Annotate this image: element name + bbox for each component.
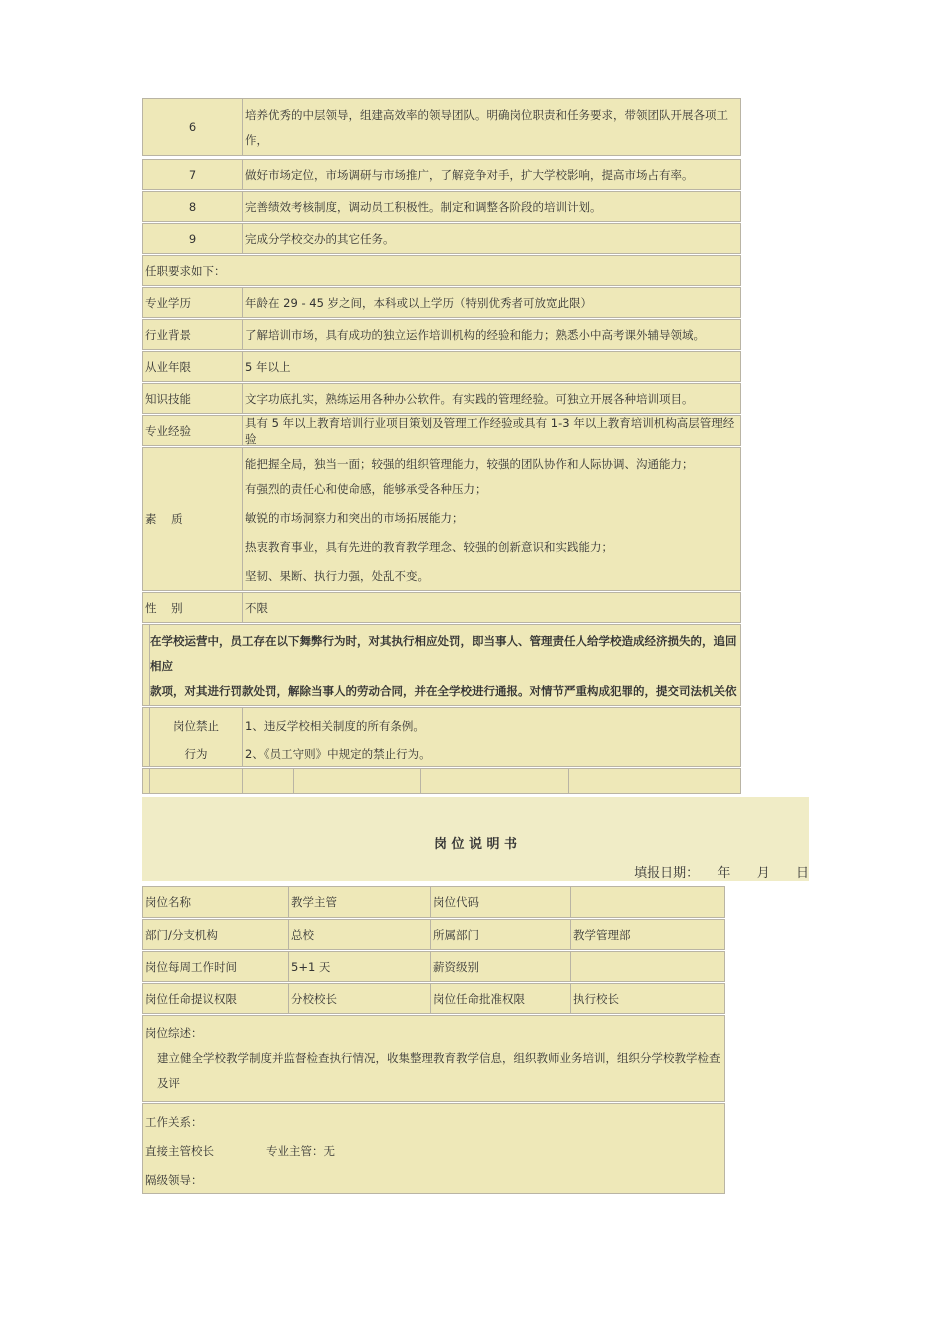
fill-date-month: 月 [756, 866, 770, 881]
requirement-value: 了解培训市场，具有成功的独立运作培训机构的经验和能力；熟悉小中高考课外辅导领域。 [242, 319, 741, 350]
requirement-value: 文字功底扎实，熟练运用各种办公软件。有实践的管理经验。可独立开展各种培训项目。 [242, 383, 741, 414]
requirements-heading: 任职要求如下： [142, 255, 741, 286]
info-value: 总校 [288, 919, 431, 950]
work-relations [142, 1103, 725, 1194]
info-label: 岗位名称 [142, 886, 289, 918]
quality-line: 敏锐的市场洞察力和突出的市场拓展能力； [245, 511, 464, 525]
empty-cell [568, 768, 741, 794]
prohibited-label-line: 岗位禁止 [173, 719, 219, 733]
info-value: 教学主管 [288, 886, 431, 918]
prohibited-label [149, 707, 243, 767]
professional-supervisor: 专业主管：无 [266, 1144, 335, 1158]
requirement-label: 行业背景 [142, 319, 243, 350]
fill-date [634, 862, 809, 881]
penalty-text [149, 624, 741, 706]
indirect-leader: 隔级领导： [145, 1173, 203, 1187]
info-label: 薪资级别 [430, 951, 571, 982]
requirement-label: 专业学历 [142, 287, 243, 318]
duty-text [242, 98, 741, 156]
summary-heading: 岗位综述： [145, 1026, 203, 1040]
requirement-value: 年龄在 29 - 45 岁之间，本科或以上学历（特别优秀者可放宽此限） [242, 287, 741, 318]
requirement-value: 5 年以上 [242, 351, 741, 382]
doc-title: 岗 位 说 明 书 [433, 837, 518, 852]
info-label: 岗位每周工作时间 [142, 951, 289, 982]
duty-line [243, 153, 740, 156]
requirement-label: 专业经验 [142, 415, 243, 446]
fill-date-label: 填报日期： [634, 866, 700, 881]
quality-line: 能把握全局，独当一面；较强的组织管理能力，较强的团队协作和人际协调、沟通能力； [245, 457, 694, 471]
empty-cell [293, 768, 421, 794]
requirement-value: 具有 5 年以上教育培训行业项目策划及管理工作经验或具有 1-3 年以上教育培训机构高层管理经验 [242, 415, 741, 446]
info-label: 岗位任命批准权限 [430, 983, 571, 1014]
info-value: 分校校长 [288, 983, 431, 1014]
quality-text [242, 447, 741, 591]
requirement-label: 知识技能 [142, 383, 243, 414]
summary-line [143, 1096, 724, 1102]
summary-line: 建立健全学校教学制度并监督检查执行情况，收集整理教育教学信息，组织教师业务培训，组织分学校教学检查及评 [157, 1051, 721, 1090]
requirement-label: 从业年限 [142, 351, 243, 382]
penalty-line: 款项，对其进行罚款处罚，解除当事人的劳动合同，并在全学校进行通报。对情节严重构成犯罪的，提交司法机关依 [150, 684, 737, 698]
empty-cell [242, 768, 294, 794]
fill-date-year: 年 [717, 866, 731, 881]
duty-text: 做好市场定位，市场调研与市场推广，了解竞争对手，扩大学校影响，提高市场占有率。 [242, 159, 741, 190]
info-label: 所属部门 [430, 919, 571, 950]
gender-label: 性 别 [142, 592, 243, 623]
info-value: 5+1 天 [288, 951, 431, 982]
prohibited-label-line: 行为 [184, 747, 208, 761]
relations-heading: 工作关系： [145, 1115, 203, 1129]
duty-number: 6 [142, 98, 243, 156]
quality-line: 热衷教育事业，具有先进的教育教学理念、较强的创新意识和实践能力； [245, 540, 613, 554]
quality-label: 素 质 [142, 447, 243, 591]
info-label: 岗位任命提议权限 [142, 983, 289, 1014]
duty-line: 培养优秀的中层领导，组建高效率的领导团队。明确岗位职责和任务要求，带领团队开展各项工作， [245, 108, 728, 147]
prohibited-text [242, 707, 741, 767]
empty-cell [420, 768, 569, 794]
duty-text: 完善绩效考核制度，调动员工积极性。制定和调整各阶段的培训计划。 [242, 191, 741, 222]
penalty-line: 在学校运营中，员工存在以下舞弊行为时，对其执行相应处罚，即当事人、管理责任人给学校造成经济损失的，追回相应 [150, 634, 737, 673]
quality-line: 坚韧、果断、执行力强，处乱不变。 [245, 569, 429, 583]
info-label: 岗位代码 [430, 886, 571, 918]
prohibited-line: 1、违反学校相关制度的所有条例。 [245, 719, 425, 733]
duty-number: 8 [142, 191, 243, 222]
direct-supervisor: 直接主管校长 [145, 1144, 214, 1158]
doc-title-block [142, 797, 809, 881]
info-value: 执行校长 [570, 983, 725, 1014]
fill-date-day: 日 [795, 866, 809, 881]
prohibited-line: 2、《员工守则》中规定的禁止行为。 [245, 747, 431, 761]
empty-cell [149, 768, 243, 794]
quality-line: 有强烈的责任心和使命感，能够承受各种压力； [245, 482, 487, 496]
duty-number: 9 [142, 223, 243, 254]
info-value [570, 951, 725, 982]
job-summary [142, 1015, 725, 1102]
relations-supervisors [143, 1137, 724, 1166]
duty-number: 7 [142, 159, 243, 190]
gender-value: 不限 [242, 592, 741, 623]
duty-text: 完成分学校交办的其它任务。 [242, 223, 741, 254]
info-value [570, 886, 725, 918]
info-value: 教学管理部 [570, 919, 725, 950]
info-label: 部门/分支机构 [142, 919, 289, 950]
